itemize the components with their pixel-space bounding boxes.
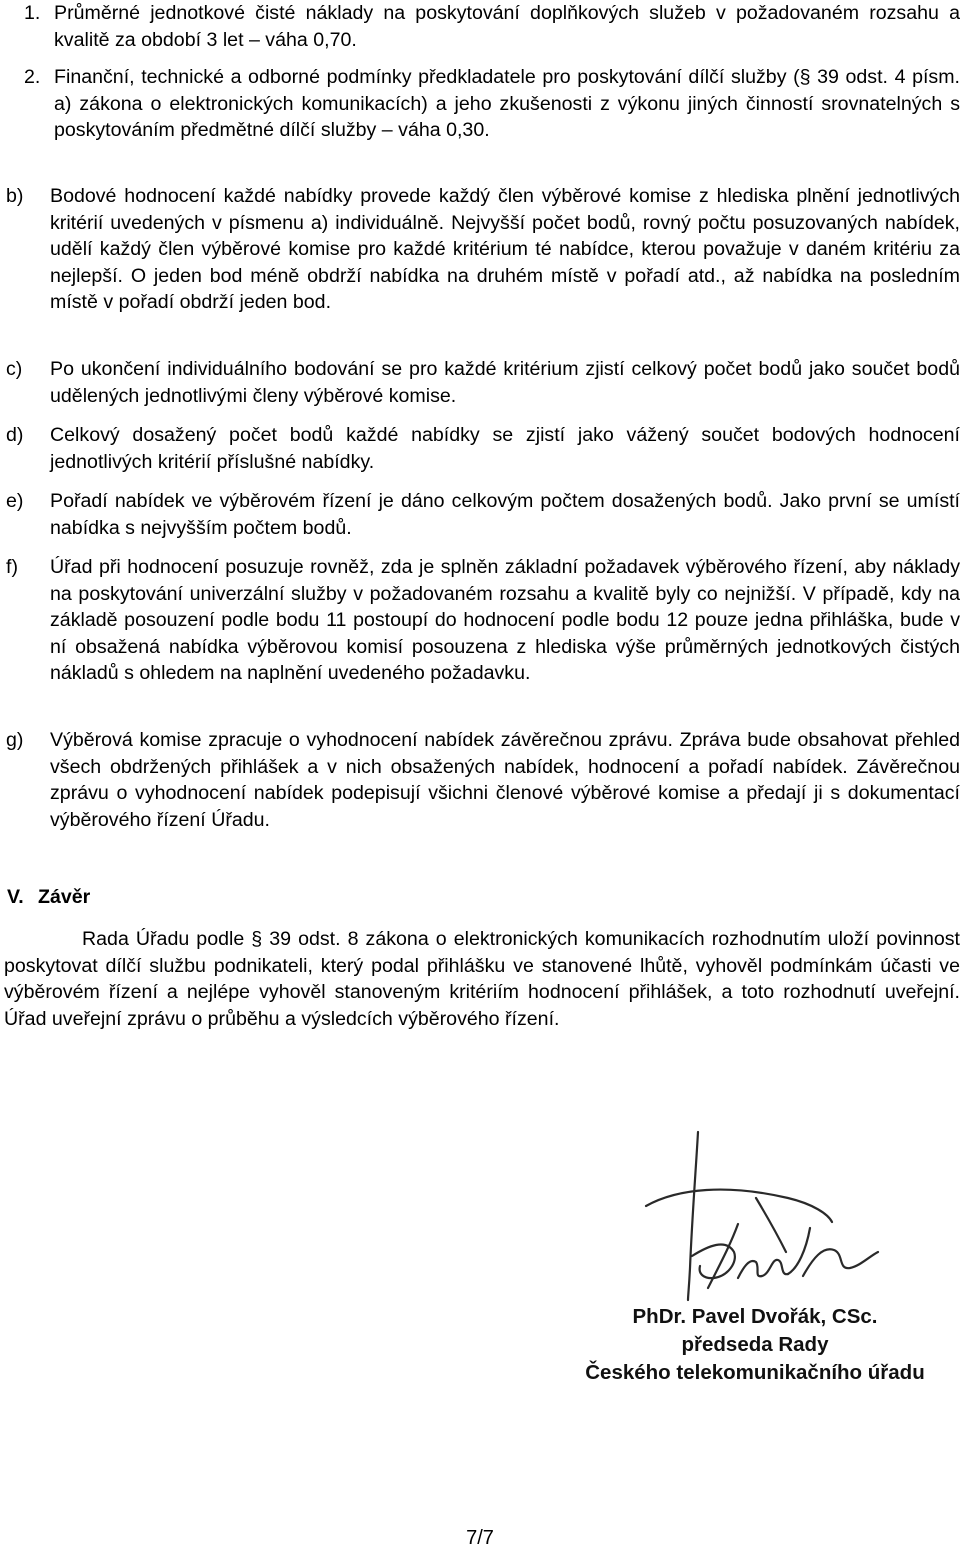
signature-block [555,1303,955,1387]
item-letter: g) [6,729,24,751]
page-number: 7/7 [466,1527,494,1549]
rule-item-b [0,183,960,316]
criterion-item-2 [24,64,960,144]
signatory-organization: Českého telekomunikačního úřadu [585,1361,925,1384]
item-text: Po ukončení individuálního bodování se pro každé kritérium zjistí celkový počet bodů jako součet bodů udělených jednotlivými členy výběrové komise. [50,358,960,407]
section-heading [7,884,90,911]
rule-item-f [0,554,960,687]
item-text: Bodové hodnocení každé nabídky provede každý člen výběrové komise z hlediska plnění jednotlivých kritérií uvedených v písmenu a) individuálně. Nejvyšší počet bodů, rovný počtu posuzovaných nabídek, udělí každý člen výběrové komise pro každé kritérium té nabídce, kterou považuje v daném kritériu za nejlepší. O jeden bod méně obdrží nabídka na druhém místě v pořadí atd., až nabídka na posledním místě v pořadí obdrží jeden bod. [50,185,960,314]
item-text: Pořadí nabídek ve výběrovém řízení je dáno celkovým počtem dosažených bodů. Jako první se umístí nabídka s nejvyšším počtem bodů. [50,490,960,539]
closing-paragraph: Rada Úřadu podle § 39 odst. 8 zákona o elektronických komunikacích rozhodnutím uloží povinnost poskytovat dílčí službu podnikateli, který podal přihlášku ve stanovené lhůtě, vyhověl podmínkám účasti ve výběrovém řízení a nejlépe vyhověl stanoveným kritériím hodnocení přihlášek, a toto rozhodnutí uveřejní. Úřad uveřejní zprávu o průběhu a výsledcích výběrového řízení. [4,928,960,1030]
item-text: Finanční, technické a odborné podmínky předkladatele pro poskytování dílčí služby (§ 39 odst. 4 písm. a) zákona o elektronických komunikacích) a jeho zkušenosti z výkonu jiných činností srovnatelných s poskytováním předmětné dílčí služby – váha 0,30. [54,66,960,142]
item-letter: d) [6,424,24,446]
item-letter: c) [6,358,23,380]
rule-item-g [0,727,960,833]
item-letter: f) [6,556,18,578]
rule-item-c [0,356,960,409]
item-number: 2. [24,66,41,88]
signatory-role: předseda Rady [681,1333,829,1356]
item-number: 1. [24,2,41,24]
item-letter: b) [6,185,24,207]
section-title: Závěr [38,886,91,908]
section-number: V. [7,886,24,908]
handwritten-signature [638,1128,888,1303]
criterion-item-1 [24,0,960,53]
item-letter: e) [6,490,24,512]
item-text: Průměrné jednotkové čisté náklady na poskytování doplňkových služeb v požadovaném rozsahu a kvalitě za období 3 let – váha 0,70. [54,2,960,51]
item-text: Úřad při hodnocení posuzuje rovněž, zda je splněn základní požadavek výběrového řízení, aby náklady na poskytování univerzální služby v požadovaném rozsahu a kvalitě byly co nejnižší. V případě, kdy na základě posouzení podle bodu 11 postoupí do hodnocení podle bodu 12 pouze jedna přihláška, bude v ní obsažená nabídka výběrovou komisí posouzena z hlediska výše průměrných jednotkových čistých nákladů s ohledem na naplnění uvedeného požadavku. [50,556,960,685]
item-text: Výběrová komise zpracuje o vyhodnocení nabídek závěrečnou zprávu. Zpráva bude obsahovat přehled všech obdržených přihlášek a v nich obsažených nabídek, hodnocení a pořadí nabídek. Závěrečnou zprávu o vyhodnocení nabídek podepisují všichni členové výběrové komise a předají ji s dokumentací výběrového řízení Úřadu. [50,729,960,831]
item-text: Celkový dosažený počet bodů každé nabídky se zjistí jako vážený součet bodových hodnocení jednotlivých kritérií příslušné nabídky. [50,424,960,473]
signatory-name: PhDr. Pavel Dvořák, CSc. [632,1305,878,1328]
rule-item-d [0,422,960,475]
rule-item-e [0,488,960,541]
